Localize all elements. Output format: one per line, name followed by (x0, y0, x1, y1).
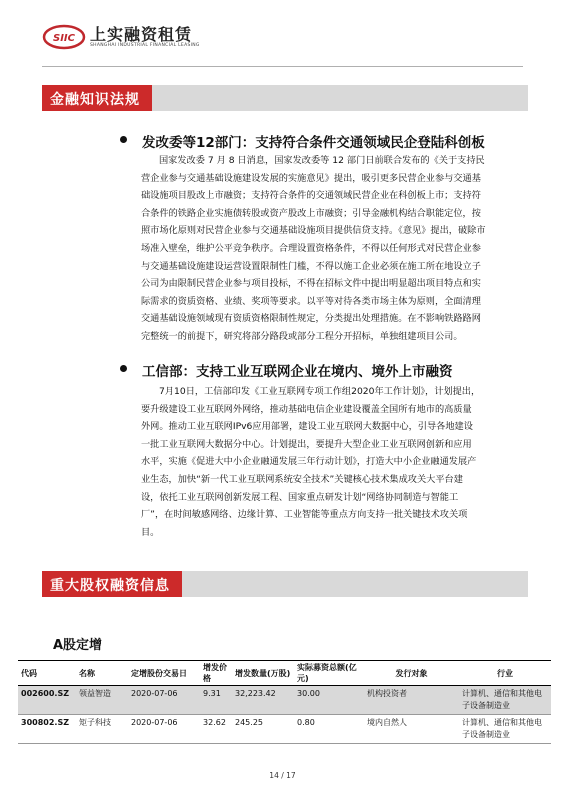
subheading-a-share-placement: A股定增 (53, 638, 103, 653)
cell-name: 矩子科技 (79, 718, 111, 727)
col-header: 名称 (79, 668, 95, 678)
paragraph-line: 完整统一的前提下，研究将部分路段或部分工程分开招标，单独组建项目公司。 (141, 330, 463, 342)
bullet-icon (120, 136, 127, 143)
paragraph-line: 照市场化原则对民营企业参与交通基础设施项目提供信贷支持。《意见》提出，破除市 (141, 225, 486, 237)
col-header: 增发数量(万股) (235, 668, 291, 678)
siic-logo-icon (42, 24, 86, 50)
col-header: 定增股份交易日 (131, 668, 187, 678)
cell-quantity: 32,223.42 (235, 689, 276, 698)
logo-chinese-name: 上实融资租赁 (90, 25, 193, 44)
paragraph-line: 业生态，加快“新一代工业互联网系统安全技术”关键核心技术集成攻关大平台建 (141, 473, 463, 485)
cell-name: 领益智造 (79, 689, 111, 698)
table-row (18, 686, 551, 715)
table-row (18, 715, 551, 744)
paragraph-line: 一批工业互联网大数据分中心。计划提出，要提升大型企业工业互联网创新和应用 (141, 438, 472, 450)
paragraph-line: 要升级建设工业互联网外网络，推动基础电信企业建设覆盖全国所有地市的高质量 (141, 403, 472, 415)
paragraph-line: 与交通基础设施建设运营设置限制性门槛，不得以施工企业必须在施工所在地设立子 (141, 260, 481, 272)
cell-date: 2020-07-06 (131, 718, 178, 727)
section-title-knowledge: 金融知识法规 (50, 92, 140, 108)
cell-industry: 计算机、通信和其他电子设备制造业 (462, 718, 542, 739)
paragraph-line: 公司为由限制民营企业参与项目投标，不得在招标文件中提出明显超出项目特点和实 (141, 278, 481, 290)
cell-amount: 30.00 (297, 689, 320, 698)
news-body-1 (141, 152, 516, 346)
section-banner-equity (42, 571, 528, 597)
col-header: 行业 (497, 668, 513, 678)
section-banner-knowledge (42, 85, 528, 111)
col-header: 发行对象 (395, 668, 428, 678)
cell-industry: 计算机、通信和其他电子设备制造业 (462, 689, 542, 710)
paragraph-line: 水平，实施《促进大中小企业融通发展三年行动计划》，打造大中小企业融通发展产 (141, 456, 477, 468)
news-body-2 (141, 383, 516, 541)
col-header: 增发价格 (203, 663, 227, 683)
svg-text:SIIC: SIIC (53, 33, 75, 44)
paragraph-line: 外网。推动工业互联网IPv6应用部署，建设工业互联网大数据中心，引导各地建设 (141, 421, 473, 433)
cell-date: 2020-07-06 (131, 689, 178, 698)
cell-amount: 0.80 (297, 718, 315, 727)
news-title-text: 发改委等12部门：支持符合条件交通领域民企登陆科创板 (142, 135, 485, 151)
cell-investor: 境内自然人 (367, 718, 407, 727)
bullet-icon (120, 365, 127, 372)
col-header: 实际募资总额(亿元) (297, 663, 357, 683)
paragraph-line: 场准入壁垒，维护公平竞争秩序。合理设置资格条件，不得以任何形式对民营企业参 (141, 242, 481, 254)
section-title-equity: 重大股权融资信息 (50, 578, 170, 594)
news-title-2 (142, 360, 453, 380)
paragraph-line: 营企业参与交通基础设施建设发展的实施意见》提出，吸引更多民营企业参与交通基 (141, 172, 481, 184)
cell-investor: 机构投资者 (367, 689, 407, 698)
paragraph-line: 际需求的资质资格、业绩、奖项等要求。以平等对待各类市场主体为原则，全面清理 (141, 295, 481, 307)
paragraph-line: 目。 (141, 526, 160, 538)
header-divider (42, 66, 523, 67)
company-logo (42, 16, 242, 60)
paragraph-line: 7月10日，工信部印发《工业互联网专项工作组2020年工作计划》，计划提出， (159, 386, 481, 397)
news-title-text: 工信部：支持工业互联网企业在境内、境外上市融资 (142, 364, 453, 380)
cell-code: 300802.SZ (21, 718, 69, 727)
paragraph-line: 国家发改委 7 月 8 日消息，国家发改委等 12 部门日前联合发布的《关于支持民 (159, 155, 485, 166)
cell-quantity: 245.25 (235, 718, 263, 727)
paragraph-line: 厂”，在时间敏感网络、边缘计算、工业智能等重点方向支持一批关键技术攻关项 (141, 509, 468, 521)
paragraph-line: 合条件的铁路企业实施债转股或资产股改上市融资；引导金融机构结合职能定位，按 (141, 207, 481, 219)
page-number: 14 / 17 (269, 771, 296, 780)
cell-price: 32.62 (203, 718, 226, 727)
col-header: 代码 (21, 668, 37, 678)
logo-english-name: SHANGHAI INDUSTRIAL FINANCIAL LEASING (90, 43, 200, 48)
news-title-1 (142, 131, 485, 151)
placement-table (18, 660, 551, 744)
table-header-row (18, 661, 551, 686)
paragraph-line: 交通基础设施领域现有资质资格限制性规定，分类提出处理措施。在不影响铁路路网 (141, 313, 481, 325)
cell-price: 9.31 (203, 689, 221, 698)
paragraph-line: 设，依托工业互联网创新发展工程、国家重点研发计划“网络协同制造与智能工 (141, 491, 459, 503)
paragraph-line: 础设施项目股改上市融资；支持符合条件的交通领域民营企业在科创板上市；支持符 (141, 190, 481, 202)
cell-code: 002600.SZ (21, 689, 69, 698)
